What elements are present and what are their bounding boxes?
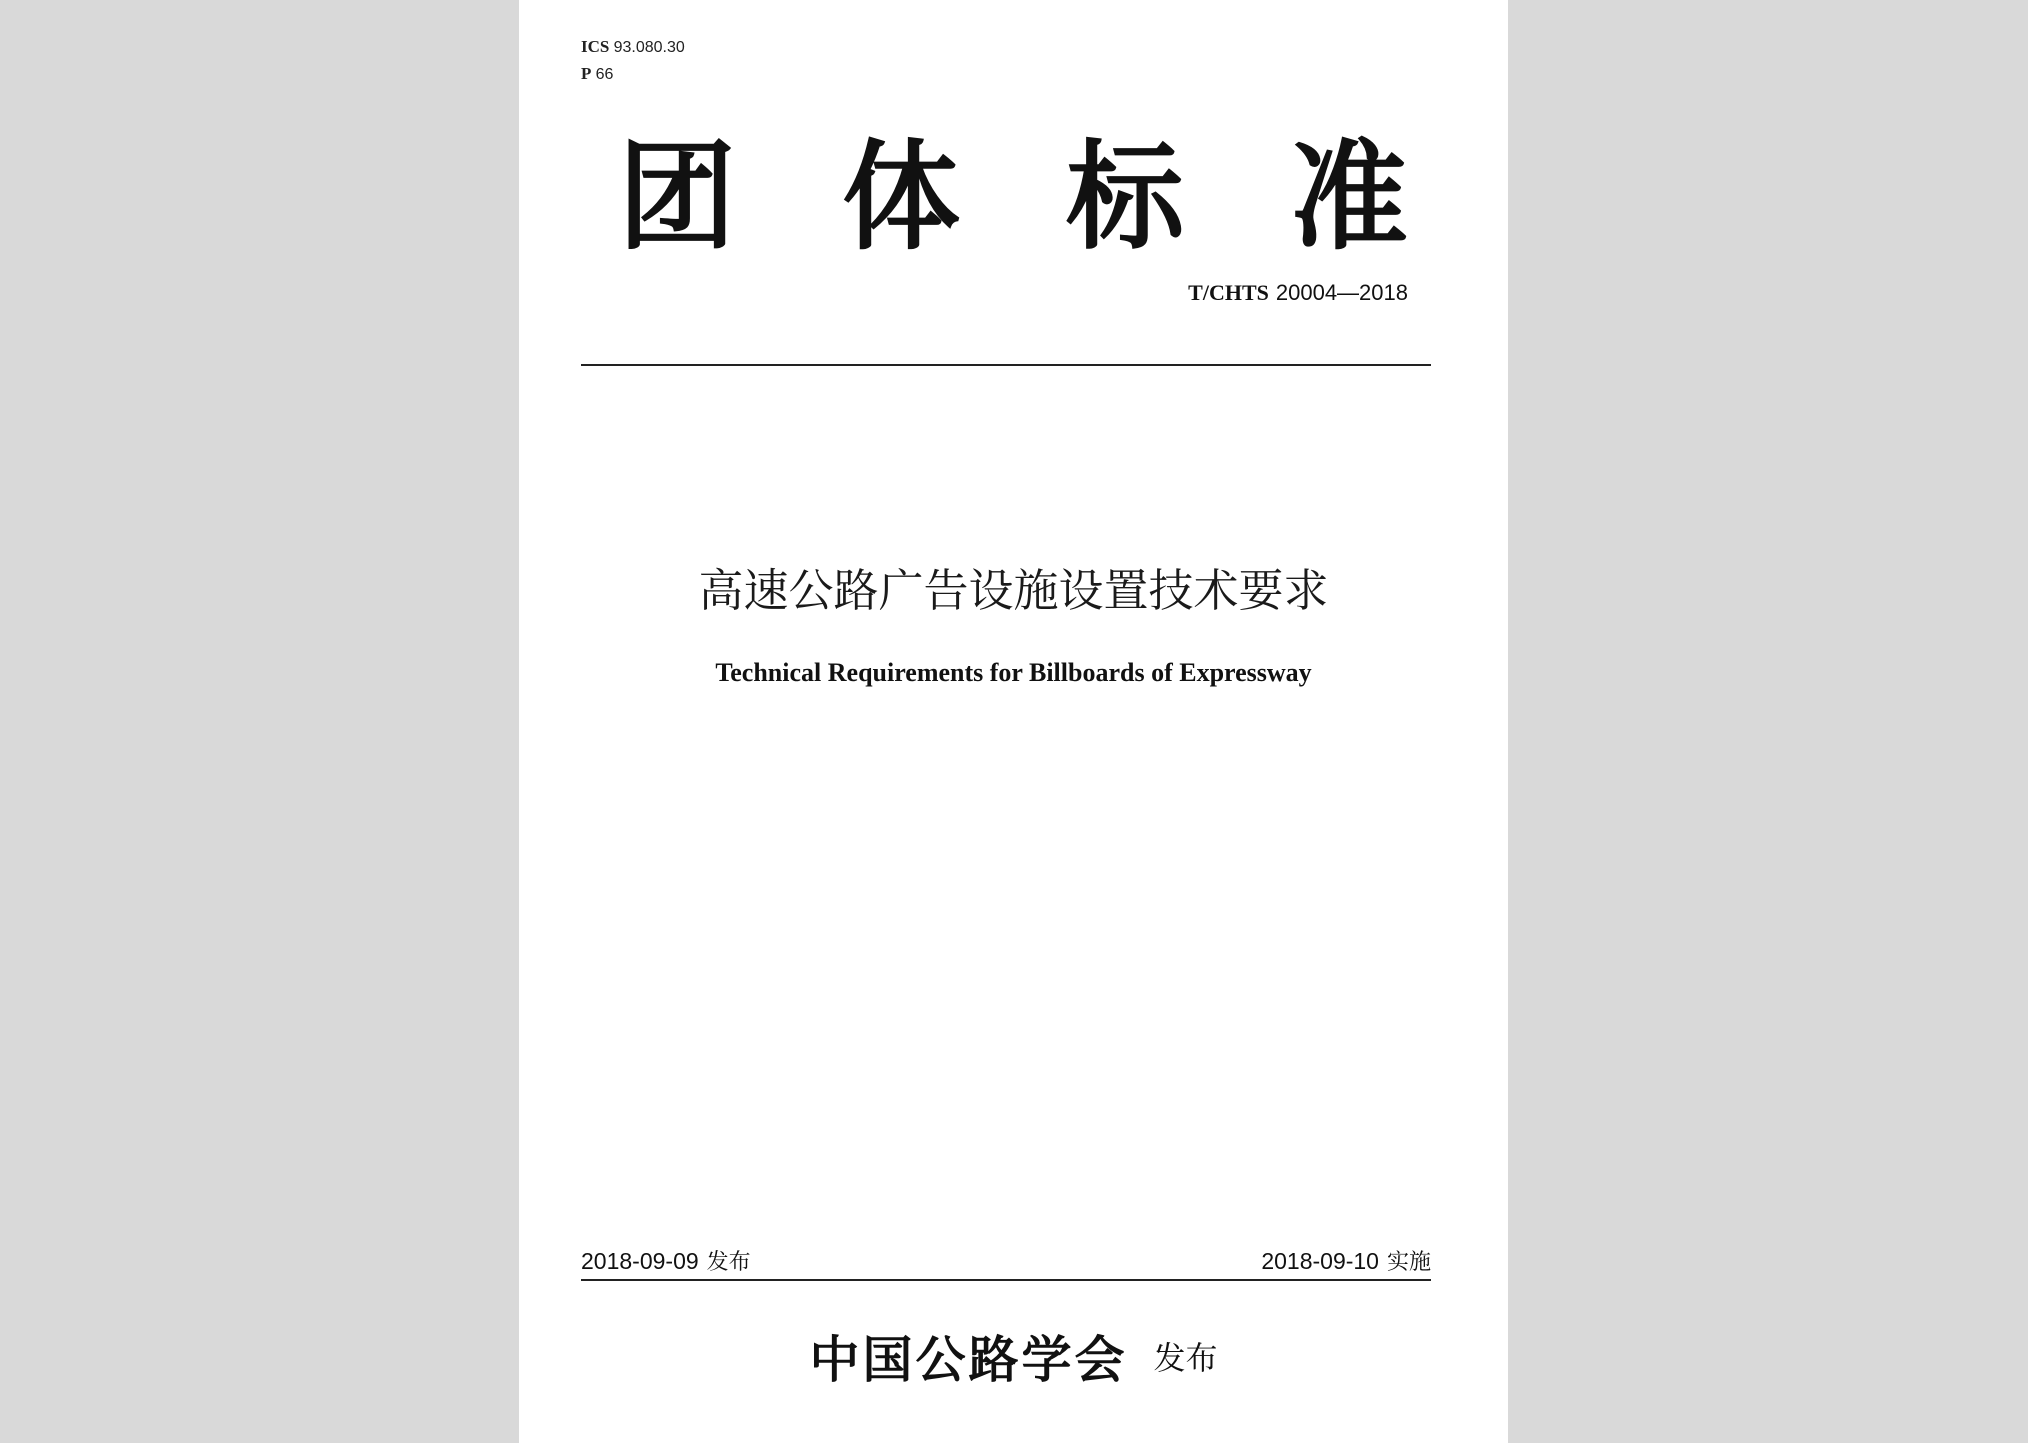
top-divider bbox=[581, 364, 1431, 366]
english-title: Technical Requirements for Billboards of Expressway bbox=[715, 658, 1312, 687]
ics-value: 93.080.30 bbox=[613, 39, 685, 56]
ccs-value: 66 bbox=[595, 66, 614, 83]
issue-label: 发布 bbox=[706, 1250, 751, 1275]
standard-number-code: 20004—2018 bbox=[1275, 280, 1408, 305]
issue-date: 2018-09-09 bbox=[581, 1248, 699, 1274]
ccs-line bbox=[581, 61, 685, 88]
category-char-3: 标 bbox=[1065, 128, 1184, 266]
chinese-title: 高速公路广告设施设置技术要求 bbox=[698, 564, 1329, 617]
ics-label: ICS bbox=[581, 37, 610, 56]
publisher-name: 中国公路学会 bbox=[809, 1331, 1128, 1389]
effective-date: 2018-09-10 bbox=[1261, 1248, 1379, 1274]
ics-line bbox=[581, 34, 685, 61]
publisher-line bbox=[519, 1320, 1508, 1392]
ccs-label: P bbox=[581, 64, 592, 83]
classification-codes bbox=[581, 34, 685, 88]
dates-row bbox=[581, 1246, 1431, 1278]
effective-label: 实施 bbox=[1386, 1250, 1431, 1275]
document-page bbox=[519, 0, 1508, 1443]
category-char-1: 团 bbox=[618, 128, 737, 266]
category-char-2: 体 bbox=[841, 128, 960, 266]
bottom-divider bbox=[581, 1279, 1431, 1281]
effective-date-block bbox=[1261, 1246, 1431, 1278]
category-char-4: 准 bbox=[1289, 128, 1408, 266]
publisher-action: 发布 bbox=[1153, 1339, 1218, 1377]
standard-category-title bbox=[618, 128, 1408, 266]
standard-number-prefix: T/CHTS bbox=[1188, 280, 1269, 305]
standard-number bbox=[1188, 280, 1408, 306]
issue-date-block bbox=[581, 1246, 751, 1278]
